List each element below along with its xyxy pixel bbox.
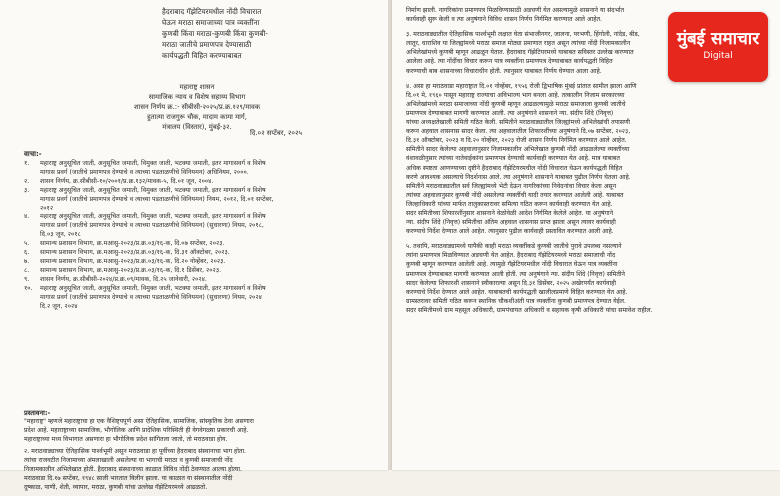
paragraph-line: वंशावळीनुसार त्यांच्या नातेवाईकांना प्रमाणपत्र देण्याची कार्यवाही करण्यात येत आहे. मात्र याबाबत [406, 155, 620, 163]
subject-line: कार्यपद्धती विहित करण्याबाबत [162, 51, 242, 60]
reference-item [24, 303, 364, 312]
paragraph-line: दि.३१ ऑक्टोबर, २०२३ व दि.२० नोव्हेंबर, २०२३ रोजी शासन निर्णय निर्गमित करण्यात आले आहेत. [406, 137, 627, 145]
paragraph-line: सदर समितीच्या शिफारशींनुसार शासनाने वेळोवेळी आदेश निर्गमित केलेले आहेत. या अनुषंगाने [406, 209, 614, 217]
government-header-line: मंत्रालय (विस्तार), मुंबई-३२. [162, 123, 232, 131]
reference-number: ५. [24, 240, 30, 248]
paragraph-line: समितीने सादर केलेल्या अहवालानुसार निजामकालीन अभिलेखात कुणबी नोंदी आढळलेल्या व्यक्तींच्या [406, 146, 630, 154]
reference-text: महाराष्ट्र अनुसूचित जाती, अनुसूचित जमाती, विमुक्त जाती, भटक्या जमाती, इतर मागासवर्ग व विशेष [40, 284, 266, 292]
paragraph-line: करण्याचे निर्देश देण्यात आले आहेत. याबाबतची कार्यपद्धती खालीलप्रमाणे विहित करण्यात येत आहे. [406, 288, 628, 296]
logo-title: मुंबई समाचार [676, 29, 760, 49]
reference-number: १०. [24, 284, 33, 292]
reference-number: ३. [24, 186, 30, 194]
reference-item [24, 285, 364, 294]
paragraph-line: ५. तथापि, मराठवाड्यामध्ये यापैकी काही मराठा व्यक्तींकडे कुणबी जातीचे पुरावे उपलब्ध नसल्याने [406, 243, 622, 251]
paragraph-line: ग्रामस्तरावर समिती गठित करून स्थानिक चौकशीअंती पात्र व्यक्तींना कुणबी प्रमाणपत्र देण्यात येईल. [406, 297, 626, 305]
paragraph-line: दुष्काळ, पाणी, शेती, व्यापार, मराठा, कुणबी यांचा उल्लेख गॅझेटियरमध्ये आढळतो. [24, 483, 208, 491]
reference-text: दि.०३ जून, २०१८ [40, 231, 81, 239]
mumbai-samachar-logo [668, 12, 768, 82]
reference-text: मागास प्रवर्ग (जातीचे प्रमाणपत्र देण्याचे व त्याच्या पडताळणीचे विनियमन) (सुधारणा) नियम, २०२४ [40, 293, 262, 301]
paragraph-line: त्यांचा राजवटीत निजामाच्या अंमलाखाली असलेल्या या भागाची मराठा व कुणबी समाजाची नोंद [24, 457, 233, 465]
subject-line: घेऊन मराठा समाजाच्या पात्र व्यक्तींना [162, 18, 260, 27]
reference-item [24, 213, 364, 222]
reference-text: शासन निर्णय, क्र.सीबीसी-२०२४/प्र.क्र.०९/मावक, दि.२५ जानेवारी, २०२४. [40, 275, 207, 283]
government-header-line: हुतात्मा राजगुरू चौक, मादाम कामा मार्ग, [147, 113, 247, 121]
paragraph-line: कुणबी म्हणून करण्यात आलेली आहे. त्यामुळे गॅझेटियरमधील नोंदी विचारात घेऊन पात्र व्यक्तींना [406, 261, 618, 269]
reference-item [24, 240, 364, 249]
reference-number: १. [24, 160, 30, 167]
paragraph-line: सदर समितीमध्ये ग्राम महसूल अधिकारी, ग्रामपंचायत अधिकारी व सहायक कृषी अधिकारी यांचा समावेश राहील. [406, 306, 653, 314]
paragraph-line: त्यांच्या अहवालानुसार कुणबी नोंदी असलेल्या व्यक्तींची यादी तयार करण्यात आलेली आहे. याबाबत [406, 191, 624, 199]
paragraph-line: न्या. संदीप शिंदे (निवृत्त) समितीचा अंतिम अहवाल शासनास प्राप्त झाला असून त्यावर कार्यवाही [406, 219, 616, 227]
paragraph-line: ४. असा हा मराठवाडा महाराष्ट्रात दि.०१ नोव्हेंबर, १९५६ रोजी द्विभाषिक मुंबई प्रांतात सामील झाला आणि [406, 82, 637, 90]
reference-text: शासन निर्णय, क्र.सीबीसी-१०/२००१/प्र.क्र.१३२/मावक-५, दि.०१ जून, २००४. [40, 177, 214, 185]
document-subject-heading [162, 6, 322, 61]
paragraph-line: "महाराष्ट्र" म्हणजे महाराष्ट्राचा हा एक वैशिष्ट्यपूर्ण असा ऐतिहासिक, सामाजिक, सांस्कृतिक ठेवा असणारा [24, 418, 254, 425]
reference-text: सामान्य प्रशासन विभाग, क्र.मआसु-२०२३/प्र.क्र.०३/१६-क, दि.२० नोव्हेंबर, २०२३. [40, 257, 226, 265]
reference-item [24, 294, 364, 303]
paragraph-line: २. मराठवाड्याच्या ऐतिहासिक पार्श्वभूमी असून मराठवाडा हा पूर्वीच्या हैदराबाद संस्थानाचा भाग होता. [24, 448, 247, 456]
paragraph-line: प्रदेश आहे. महाराष्ट्राच्या सामाजिक, भौगोलिक आणि प्रादेशिक परिस्थिती ही वेगवेगळ्या प्रकारची आहे. [24, 426, 249, 434]
government-header-line: सामाजिक न्याय व विशेष सहाय्य विभाग [148, 93, 246, 101]
reference-number: ४. [24, 213, 30, 221]
paragraph-line: अभिलेखांमध्ये मराठा समाजाच्या नोंदी कुणबी म्हणून आढळल्यामुळे मराठा समाजाला कुणबी जातीचे [406, 100, 626, 108]
reference-text: सामान्य प्रशासन विभाग, क्र.मआसु-२०२३/प्र.क्र.०३/१६-क, दि.१ डिसेंबर, २०२३. [40, 266, 222, 274]
reference-text: महाराष्ट्र अनुसूचित जाती, अनुसूचित जमाती, विमुक्त जाती, भटक्या जमाती, इतर मागासवर्ग व विशेष [40, 160, 266, 167]
reference-item [24, 169, 364, 178]
paragraph-line: प्रमाणपत्र देण्याबाबत मागणी करण्यात आली होती. त्या अनुषंगाने न्या. संदीप शिंदे (निवृत्त) समितीने [406, 270, 625, 278]
reference-text: महाराष्ट्र अनुसूचित जाती, अनुसूचित जमाती, विमुक्त जाती, भटक्या जमाती, इतर मागासवर्ग व विशेष [40, 186, 266, 194]
paragraph-line: त्यांना प्रमाणपत्र मिळविण्यात अडचणी येत आहेत. हैदराबाद गॅझेटियरमध्ये मराठा समाजाची नोंद [406, 252, 616, 260]
reference-item [24, 267, 364, 276]
paragraph-line: मराठवाडा दि.१७ सप्टेंबर, १९४८ साली भारतात विलीन झाला. या काळात या संस्थानातील नोंदी [24, 474, 233, 482]
reference-item [24, 187, 364, 196]
reference-text: मागास प्रवर्ग (जातीचे प्रमाणपत्र देण्याचे व त्याच्या पडताळणीचे विनियमन) अधिनियम, २०००. [40, 168, 249, 176]
subject-line: हैदराबाद गॅझेटियरमधील नोंदी विचारात [162, 7, 262, 16]
paragraph-line: आलेला आहे. त्या नोंदींचा विचार करून पात्र व्यक्तींना प्रमाणपत्र देण्याबाबत कार्यपद्धती विहित [406, 58, 613, 66]
paragraph-line: ३. मराठवाड्यातील ऐतिहासिक पार्श्वभूमी लक्षात घेता संभाजीनगर, जालना, परभणी, हिंगोली, नांदेड, बीड, [406, 31, 640, 39]
paragraph-line: समितीने मराठवाड्यातील सर्व जिल्ह्यांमध्ये भेटी देऊन नागरिकांच्या निवेदनांचा विचार केला असून [406, 182, 617, 190]
reference-text: सामान्य प्रशासन विभाग, क्र.मआसु-२०२३/प्र.क्र.०३/१६-क, दि.३१ ऑक्टोबर, २०२३. [40, 249, 230, 257]
paragraph-line: निजामकालीन अभिलेखात होती. हैदराबाद संस्थानाच्या काळात विविध नोंदी ठेवण्यात आल्या होत्या. [24, 465, 242, 473]
paragraph-line: दि.०१ मे, १९६० पासून महाराष्ट्र राज्याचा अविभाज्य भाग बनला आहे. तत्कालीन निजाम सरकारच्या [406, 91, 625, 99]
reference-text: २०१२ [40, 204, 54, 212]
reference-item [24, 178, 364, 187]
reference-number: ७. [24, 257, 30, 265]
subject-line: कुणबी किंवा मराठा-कुणबी किंवा कुणबी- [162, 29, 268, 38]
reference-number: ८. [24, 266, 30, 274]
paragraph-line: प्रमाणपत्र देण्याबाबत मागणी करण्यात आली. त्या अनुषंगाने शासनाने न्या. संदीप शिंदे (निवृत्त) [406, 109, 614, 117]
government-header-line: महाराष्ट्र शासन [179, 83, 215, 91]
paragraph-line: निर्माण झाली. नागरिकांना प्रमाणपत्र मिळविण्यासाठी अडचणी येत असल्यामुळे शासनाने या संदर्भात [406, 7, 625, 14]
reference-item [24, 276, 364, 285]
reference-text: मागास प्रवर्ग (जातीचे प्रमाणपत्र देण्याचे व त्याच्या पडताळणीचे विनियमन) नियम, २०१२, दि.०१ सप्टेंबर, [40, 195, 274, 203]
government-header-line: शासन निर्णय क्र.:- सीबीसी-२०२५/प्र.क्र.१२९/मावक [133, 103, 261, 111]
reference-item [24, 231, 364, 240]
paragraph-line: करण्याचे निर्देश देण्यात आले आहेत. त्यानुसार पुढील कार्यवाही प्रस्तावित करण्यात आली आहे. [406, 228, 614, 236]
paragraph-line: सादर केलेल्या शिफारशी शासनाने स्वीकारल्या असून दि.३१ डिसेंबर, २०२५ अखेरपर्यंत कार्यवाही [406, 279, 617, 287]
paragraph-line: अधिक स्पष्टता आणण्याच्या दृष्टीने हैदराबाद गॅझेटियरमधील नोंदी विचारात घेऊन कार्यपद्धती विहित [406, 164, 623, 172]
paragraph-line: अभिलेखांमध्ये कुणबी म्हणून आढळून येतात. हैदराबाद गॅझेटियरमध्ये याबाबत सविस्तर उल्लेख करण्यात [406, 49, 634, 57]
paragraph-line: करण्याची बाब शासनाच्या विचाराधीन होती. त्यानुसार याबाबत निर्णय घेण्यात आला आहे. [406, 67, 602, 75]
prastavana-body [24, 418, 369, 496]
reference-item [24, 258, 364, 267]
reference-item [24, 196, 364, 205]
reference-text: दि.२ जून, २०२४ [40, 302, 78, 310]
reference-text: महाराष्ट्र अनुसूचित जाती, अनुसूचित जमाती, विमुक्त जाती, भटक्या जमाती, इतर मागासवर्ग व विशेष [40, 213, 266, 221]
reference-number: २. [24, 177, 30, 185]
document-date: दि.०२ सप्टेंबर, २०२५ [250, 129, 303, 137]
logo-subtitle: Digital [703, 51, 733, 61]
paragraph-line: लातूर, धाराशिव या जिल्ह्यांमध्ये मराठा समाज मोठ्या प्रमाणात राहत असून त्यांच्या नोंदी निजामकालीन [406, 40, 631, 48]
prastavana-heading: प्रस्तावना:- [24, 409, 51, 417]
paragraph-line: महाराष्ट्राच्या मध्य विभागात असणारा हा भौगोलिक प्रदेश सांगितला जातो, तो मराठवाडा होय. [24, 435, 228, 443]
reference-item [24, 222, 364, 231]
reference-item [24, 160, 364, 169]
paragraph-line: करून अहवाल शासनास सादर केला. त्या अहवालातील शिफारशींच्या अनुषंगाने दि.०७ सप्टेंबर, २०२३, [406, 128, 631, 136]
reference-text: सामान्य प्रशासन विभाग, क्र.मआसु-२०२३/प्र.क्र.०३/१६-क, दि.०७ सप्टेंबर, २०२३. [40, 240, 225, 248]
paragraph-line: जिल्हाधिकारी यांच्या मार्फत तालुकास्तरावर समित्या गठित करून कार्यवाही करण्यात येत आहे. [406, 200, 613, 208]
paragraph-line: करणे आवश्यक असल्याचे निदर्शनास आले. त्या अनुषंगाने शासनाने याबाबत पुढील निर्णय घेतला आहे. [406, 173, 631, 181]
references-list [24, 160, 364, 311]
paragraph-line: यांच्या अध्यक्षतेखाली समिती गठित केली. समितीने मराठवाड्यातील जिल्ह्यांमध्ये अभिलेखांची तपासणी [406, 119, 631, 127]
government-header-block [92, 82, 302, 132]
reference-item [24, 249, 364, 258]
references-heading: वाचा:- [24, 150, 42, 158]
paragraph-line: कार्यवाही सुरू केली व त्या अनुषंगाने विविध शासन निर्णय निर्गमित करण्यात आले आहेत. [406, 16, 603, 24]
reference-number: ९. [24, 275, 30, 283]
left-document-page [0, 0, 388, 491]
subject-line: मराठा जातीचे प्रमाणपत्र देण्यासाठी [162, 40, 252, 49]
reference-number: ६. [24, 249, 30, 257]
reference-text: मागास प्रवर्ग (जातीचे प्रमाणपत्र देण्याचे व त्याच्या पडताळणीचे विनियमन) (सुधारणा) नियम, २०१८, [40, 222, 264, 230]
